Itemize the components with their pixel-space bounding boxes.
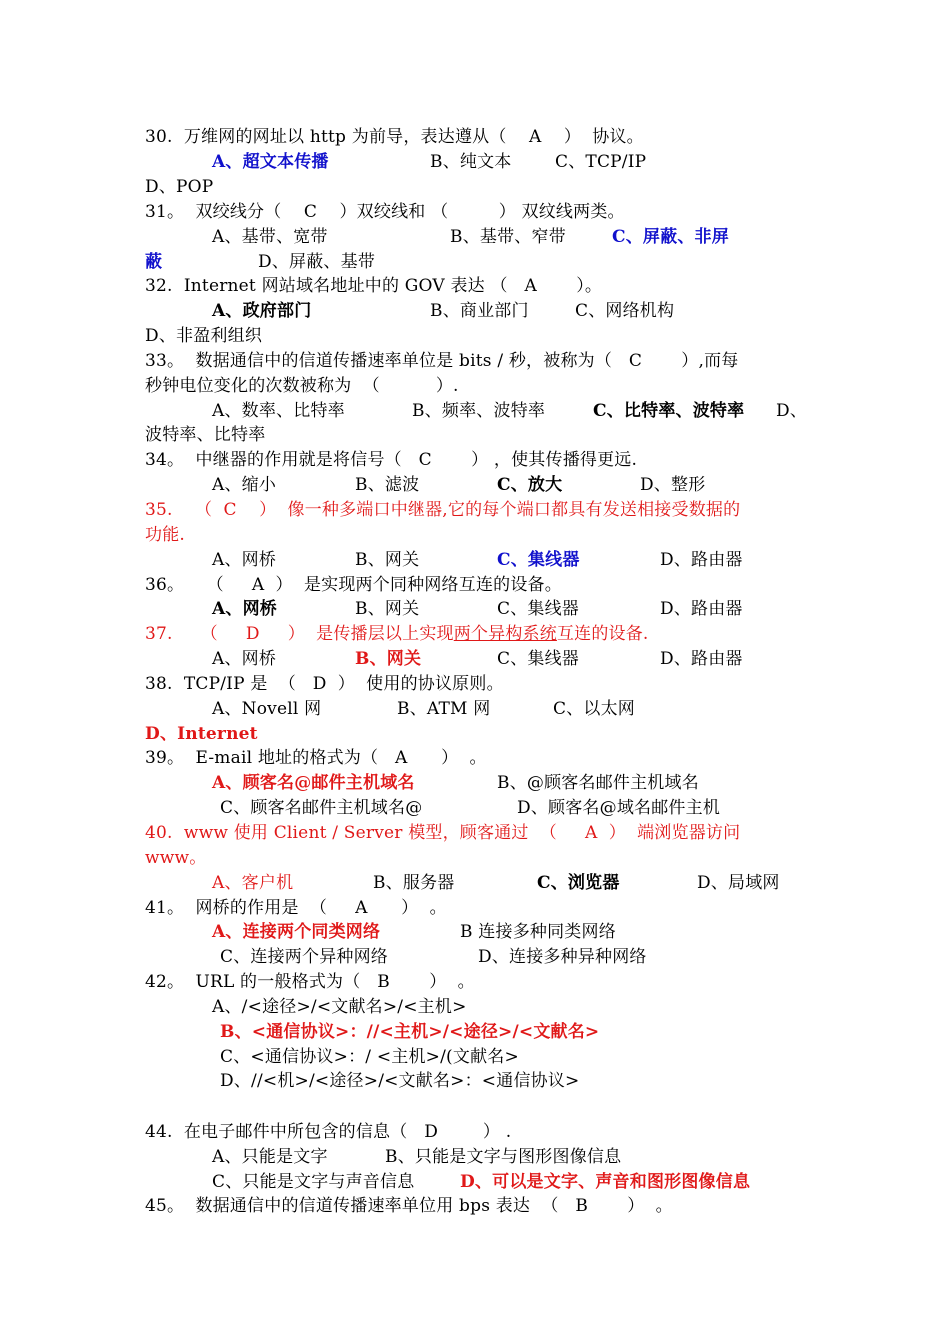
text-segment: 42。 URL 的一般格式为（ B ） 。: [145, 972, 475, 992]
text-segment: A、超文本传播: [212, 152, 329, 172]
text-segment: C、只能是文字与声音信息: [212, 1172, 415, 1192]
text-segment: C、集线器: [497, 599, 580, 619]
text-line: [355, 473, 419, 497]
text-line: [212, 150, 329, 174]
text-line: [497, 473, 562, 497]
text-line: [145, 622, 649, 646]
text-line: [145, 970, 475, 994]
text-line: [145, 1120, 511, 1144]
text-line: [145, 448, 637, 472]
text-segment: B、网关: [355, 649, 422, 669]
text-line: [355, 548, 419, 572]
text-segment: C、顾客名邮件主机域名@: [220, 798, 423, 818]
text-segment: D、顾客名@域名邮件主机: [517, 798, 721, 818]
text-segment: B、滤波: [355, 475, 420, 495]
text-segment: C、TCP/IP: [555, 152, 647, 172]
text-line: [220, 1020, 599, 1044]
text-line: [212, 1145, 328, 1169]
text-line: [145, 374, 459, 398]
text-segment: A、网桥: [212, 649, 277, 669]
text-segment: C、屏蔽、非屏: [612, 227, 729, 247]
text-segment: C、连接两个异种网络: [220, 947, 389, 967]
text-line: [145, 324, 262, 348]
text-segment: D、路由器: [660, 649, 743, 669]
text-segment: D、//<机>/<途径>/<文献名>：<通信协议>: [220, 1071, 580, 1091]
text-segment: D、整形: [640, 475, 706, 495]
text-line: [212, 399, 345, 423]
text-line: [660, 647, 743, 671]
text-line: [478, 945, 647, 969]
text-segment: A、基带、宽带: [212, 227, 328, 247]
text-segment: A、/<途径>/<文献名>/<主机>: [212, 997, 467, 1017]
text-segment: A、Novell 网: [212, 699, 322, 719]
text-segment: B、基带、窄带: [450, 227, 566, 247]
text-segment: A、客户机: [212, 873, 294, 893]
text-segment: 38. TCP/IP 是 （ D ） 使用的协议原则。: [145, 674, 504, 694]
text-line: [145, 250, 162, 274]
text-segment: A、缩小: [212, 475, 277, 495]
text-line: [430, 150, 512, 174]
text-line: [145, 349, 739, 373]
text-line: [553, 697, 635, 721]
text-segment: D、局域网: [697, 873, 780, 893]
text-line: [145, 573, 562, 597]
text-segment: D、可以是文字、声音和图形图像信息: [460, 1172, 751, 1192]
text-segment: 30. 万维网的网址以 http 为前导，表达遵从（ A ） 协议。: [145, 127, 644, 147]
text-segment: 40. www 使用 Client / Server 模型，顾客通过 （ A ） 端浏览器访问: [145, 823, 741, 843]
text-line: [220, 1045, 519, 1069]
text-segment: www。: [145, 848, 207, 868]
text-line: [497, 771, 699, 795]
text-line: [385, 1145, 621, 1169]
text-line: [212, 647, 276, 671]
text-segment: C、放大: [497, 475, 563, 495]
text-line: [212, 995, 467, 1019]
text-line: [612, 225, 729, 249]
text-line: [697, 871, 780, 895]
text-segment: C、比特率、波特率: [593, 401, 745, 421]
text-line: [145, 274, 602, 298]
text-line: [555, 150, 646, 174]
text-line: [212, 697, 321, 721]
text-line: [220, 796, 422, 820]
text-line: [373, 871, 455, 895]
text-segment: A、数率、比特率: [212, 401, 345, 421]
text-line: [497, 597, 579, 621]
text-line: [575, 299, 674, 323]
text-segment: 互连的设备.: [556, 624, 649, 644]
text-line: [397, 697, 490, 721]
text-line: [212, 225, 328, 249]
text-segment: A、连接两个同类网络: [212, 922, 381, 942]
text-segment: 35. （ C ） 像一种多端口中继器,它的每个端口都具有发送相接受数据的: [145, 500, 741, 520]
text-segment: A、政府部门: [212, 301, 312, 321]
text-segment: 蔽: [145, 252, 163, 272]
text-segment: D、Internet: [145, 724, 258, 744]
text-line: [776, 399, 807, 423]
text-line: [212, 871, 293, 895]
text-segment: 36。 （ A ） 是实现两个同种网络互连的设备。: [145, 575, 562, 595]
text-segment: B、只能是文字与图形图像信息: [385, 1147, 622, 1167]
text-segment: C、以太网: [553, 699, 636, 719]
text-line: [145, 498, 740, 522]
text-line: [145, 722, 258, 746]
text-line: [145, 200, 625, 224]
text-segment: A、网桥: [212, 599, 277, 619]
text-segment: 39。 E-mail 地址的格式为（ A ） 。: [145, 748, 487, 768]
text-segment: B、纯文本: [430, 152, 512, 172]
text-segment: 37. （ D ） 是传播层以上实现: [145, 624, 454, 644]
text-line: [450, 225, 566, 249]
text-segment: 41。 网桥的作用是 （ A ） 。: [145, 898, 447, 918]
text-line: [212, 920, 380, 944]
text-segment: D、屏蔽、基带: [258, 252, 376, 272]
text-line: [497, 647, 579, 671]
text-line: [660, 597, 743, 621]
text-segment: A、网桥: [212, 550, 277, 570]
text-line: [258, 250, 375, 274]
text-line: [517, 796, 720, 820]
text-line: [212, 473, 276, 497]
text-segment: D、非盈利组织: [145, 326, 263, 346]
text-line: [145, 523, 185, 547]
text-line: [145, 821, 740, 845]
text-segment: C、集线器: [497, 649, 580, 669]
text-segment: C、网络机构: [575, 301, 675, 321]
text-segment: A、顾客名@邮件主机域名: [212, 773, 415, 793]
text-line: [660, 548, 743, 572]
text-segment: C、浏览器: [537, 873, 620, 893]
text-line: [412, 399, 545, 423]
text-line: [430, 299, 529, 323]
text-segment: A、只能是文字: [212, 1147, 328, 1167]
text-segment: B、频率、波特率: [412, 401, 546, 421]
text-line: [220, 1069, 580, 1093]
text-line: [212, 299, 311, 323]
text-segment: B、ATM 网: [397, 699, 491, 719]
text-line: [145, 125, 644, 149]
text-segment: 31。 双绞线分（ C ）双绞线和 （ ） 双纹线两类。: [145, 202, 625, 222]
text-segment: B、商业部门: [430, 301, 529, 321]
text-segment: B、网关: [355, 550, 420, 570]
text-line: [640, 473, 705, 497]
text-segment: 波特率、比特率: [145, 425, 266, 445]
text-segment: D、连接多种异种网络: [478, 947, 647, 967]
text-segment: 34。 中继器的作用就是将信号（ C ） ，使其传播得更远.: [145, 450, 638, 470]
text-line: [537, 871, 620, 895]
text-line: [212, 548, 276, 572]
text-line: [497, 548, 580, 572]
text-segment: D、路由器: [660, 599, 743, 619]
text-segment: 功能.: [145, 525, 186, 545]
text-line: [460, 920, 616, 944]
text-line: [145, 672, 504, 696]
text-segment: C、<通信协议>：/ <主机>/(文献名>: [220, 1047, 519, 1067]
text-line: [145, 423, 265, 447]
text-segment: 32. Internet 网站域名地址中的 GOV 表达 （ A ）。: [145, 276, 603, 296]
text-line: [212, 1170, 414, 1194]
text-line: [593, 399, 744, 423]
text-line: [145, 746, 487, 770]
text-line: [145, 846, 206, 870]
text-segment: B、@顾客名邮件主机域名: [497, 773, 699, 793]
text-segment: B 连接多种同类网络: [460, 922, 616, 942]
text-segment: 两个异构系统: [453, 624, 557, 644]
text-line: [145, 175, 213, 199]
text-segment: D、POP: [145, 177, 214, 197]
text-line: [212, 597, 277, 621]
text-segment: D、路由器: [660, 550, 743, 570]
text-line: [460, 1170, 750, 1194]
text-segment: B、服务器: [373, 873, 455, 893]
text-segment: 45。 数据通信中的信道传播速率单位用 bps 表达 （ B ） 。: [145, 1196, 673, 1216]
text-line: [145, 896, 447, 920]
text-segment: C、集线器: [497, 550, 580, 570]
text-segment: 秒钟电位变化的次数被称为 （ ）.: [145, 376, 459, 396]
text-segment: 44. 在电子邮件中所包含的信息（ D ） .: [145, 1122, 512, 1142]
text-segment: B、网关: [355, 599, 420, 619]
text-line: [355, 597, 419, 621]
text-line: [145, 1194, 673, 1218]
text-line: [212, 771, 415, 795]
text-segment: B、<通信协议>：//<主机>/<途径>/<文献名>: [220, 1022, 600, 1042]
text-line: [220, 945, 388, 969]
text-segment: D、: [776, 401, 808, 421]
text-line: [355, 647, 421, 671]
text-segment: 33。 数据通信中的信道传播速率单位是 bits / 秒，被称为（ C ）,而每: [145, 351, 739, 371]
